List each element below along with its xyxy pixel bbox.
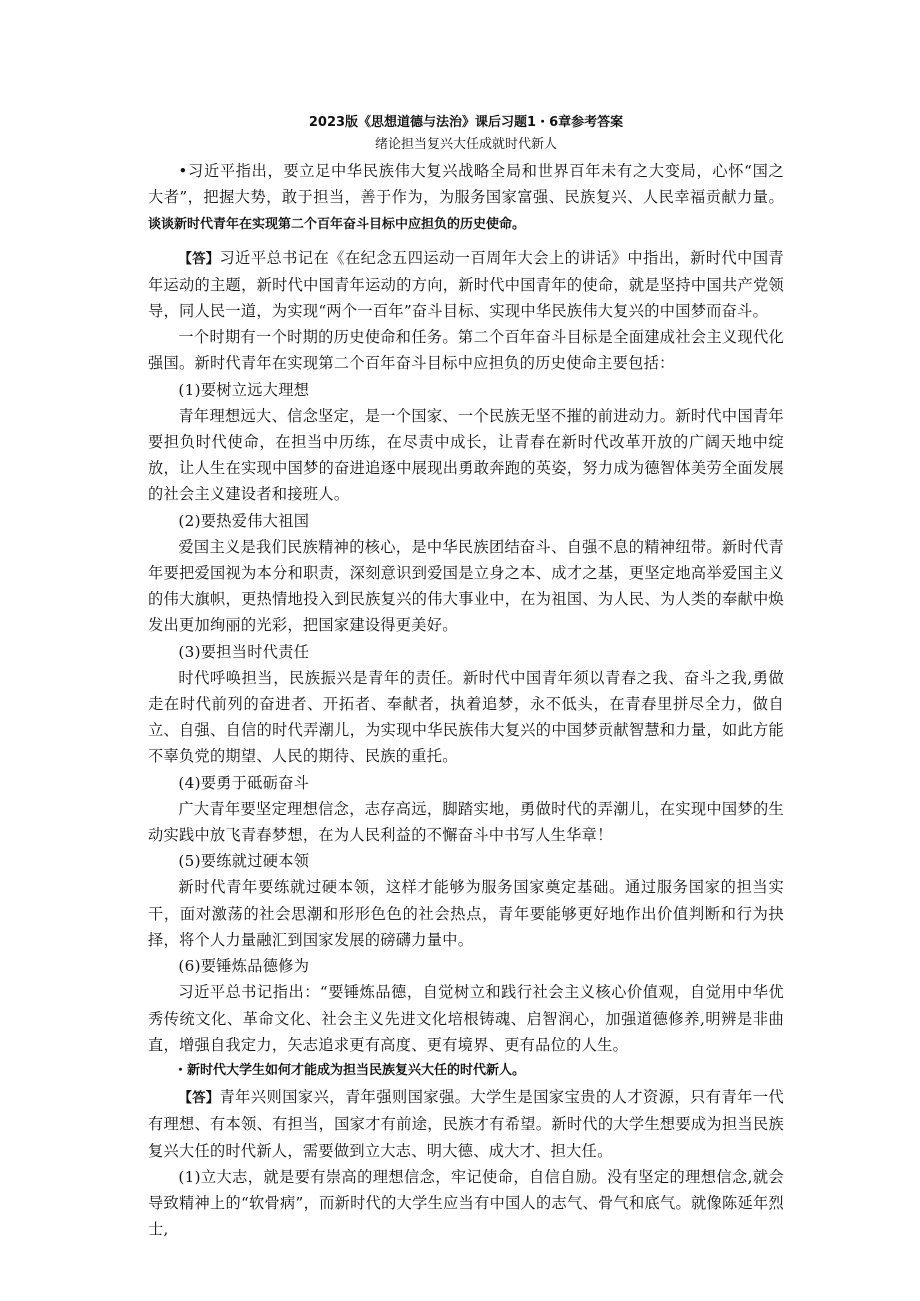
document-title: 2023版《思想道德与法治》课后习题1・6章参考答案	[308, 115, 624, 130]
document-page	[148, 112, 784, 1242]
answer-2-text: 青年兴则国家兴，青年强则国家强。大学生是国家宝贵的人才资源，只有青年一代有理想、有本领、有担当，国家才有前途，民族才有希望。新时代的大学生想要成为担当民族复兴大任的时代新人，需要做到立大志、明大德、成大才、担大任。	[148, 1088, 785, 1160]
answer-tag-2: 【答】	[178, 1090, 220, 1107]
answer-1-heading-3: (3)要担当时代责任	[178, 642, 310, 661]
answer-1-heading-5: (5)要练就过硬本领	[178, 852, 310, 871]
answer-1-heading-2: (2)要热爱伟大祖国	[178, 511, 310, 530]
question-1-intro: •习近平指出，要立足中华民族伟大复兴战略全局和世界百年未有之大变局，心怀“国之大者”，把握大势，敢于担当，善于作为，为服务国家富强、民族复兴、人民幸福贡献力量。	[148, 162, 784, 207]
answer-tag: 【答】	[178, 250, 220, 267]
answer-2-paragraph-2: (1)立大志，就是要有崇高的理想信念，牢记使命，自信自励。没有坚定的理想信念,就会导致精神上的“软骨病”，而新时代的大学生应当有中国人的志气、骨气和底气。就像陈延年烈士,	[148, 1167, 784, 1239]
answer-1-heading-6: (6)要锤炼品德修为	[178, 957, 310, 976]
question-1	[148, 158, 784, 239]
answer-1-body-2: 爱国主义是我们民族精神的核心，是中华民族团结奋斗、自强不息的精神纽带。新时代青年要把爱国视为本分和职责，深刻意识到爱国是立身之本、成才之基，更坚定地高举爱国主义的伟大旗帜，更热情地投入到民族复兴的伟大事业中，在为祖国、为人民、为人类的奉献中焕发出更加绚丽的光彩，把国家建设得更美好。	[148, 537, 784, 635]
answer-1-body-1: 青年理想远大、信念坚定，是一个国家、一个民族无坚不摧的前进动力。新时代中国青年要担负时代使命，在担当中历练，在尽责中成长，让青春在新时代改革开放的广阔天地中绽放，让人生在实现中国梦的奋进追逐中展现出勇敢奔跑的英姿，努力成为德智体美劳全面发展的社会主义建设者和接班人。	[148, 406, 784, 504]
answer-1-heading-1: (1)要树立远大理想	[178, 380, 310, 399]
answer-2-intro	[148, 1084, 784, 1164]
answer-1-intro	[148, 245, 784, 325]
question-2: ・新时代大学生如何才能成为担当民族复兴大任的时代新人。	[174, 1062, 526, 1078]
answer-1-body-6: 习近平总书记指出：“要锤炼品德，自觉树立和践行社会主义核心价值观，自觉用中华优秀传统文化、革命文化、社会主义先进文化培根铸魂、启智润心，加强道德修养,明辨是非曲直，增强自我定力，矢志追求更有高度、更有境界、更有品位的人生。	[148, 983, 784, 1054]
chapter-subtitle: 绪论担当复兴大任成就时代新人	[374, 137, 557, 152]
answer-1-body-3: 时代呼唤担当，民族振兴是青年的责任。新时代中国青年须以青春之我、奋斗之我,勇做走在时代前列的奋进者、开拓者、奉献者，执着追梦，永不低头，在青春里拼尽全力，做自立、自强、自信的时代弄潮儿，为实现中华民族伟大复兴的中国梦贡献智慧和力量，如此方能不辜负党的期望、人民的期待、民族的重托。	[148, 668, 784, 766]
answer-1-body-4: 广大青年要坚定理想信念，志存高远，脚踏实地，勇做时代的弄潮儿，在实现中国梦的生动实践中放飞青春梦想，在为人民利益的不懈奋斗中书写人生华章！	[148, 799, 784, 845]
question-1-prompt: 谈谈新时代青年在实现第二个百年奋斗目标中应担负的历史使命。	[148, 217, 526, 233]
answer-1-text: 习近平总书记在《在纪念五四运动一百周年大会上的讲话》中指出，新时代中国青年运动的主题，新时代中国青年运动的方向，新时代中国青年的使命，就是坚持中国共产党领导，同人民一道，为实现“两个一百年”奋斗目标、实现中华民族伟大复兴的中国梦而奋斗。	[148, 248, 785, 321]
answer-1-heading-4: (4)要勇于砥砺奋斗	[178, 773, 310, 792]
answer-1-body-5: 新时代青年要练就过硬本领，这样才能够为服务国家奠定基础。通过服务国家的担当实干，面对激荡的社会思潮和形形色色的社会热点，青年要能够更好地作出价值判断和行为抉择，将个人力量融汇到国家发展的磅礴力量中。	[148, 878, 784, 949]
answer-1-paragraph-2: 一个时期有一个时期的历史使命和任务。第二个百年奋斗目标是全面建成社会主义现代化强国。新时代青年在实现第二个百年奋斗目标中应担负的历史使命主要包括：	[148, 328, 784, 373]
